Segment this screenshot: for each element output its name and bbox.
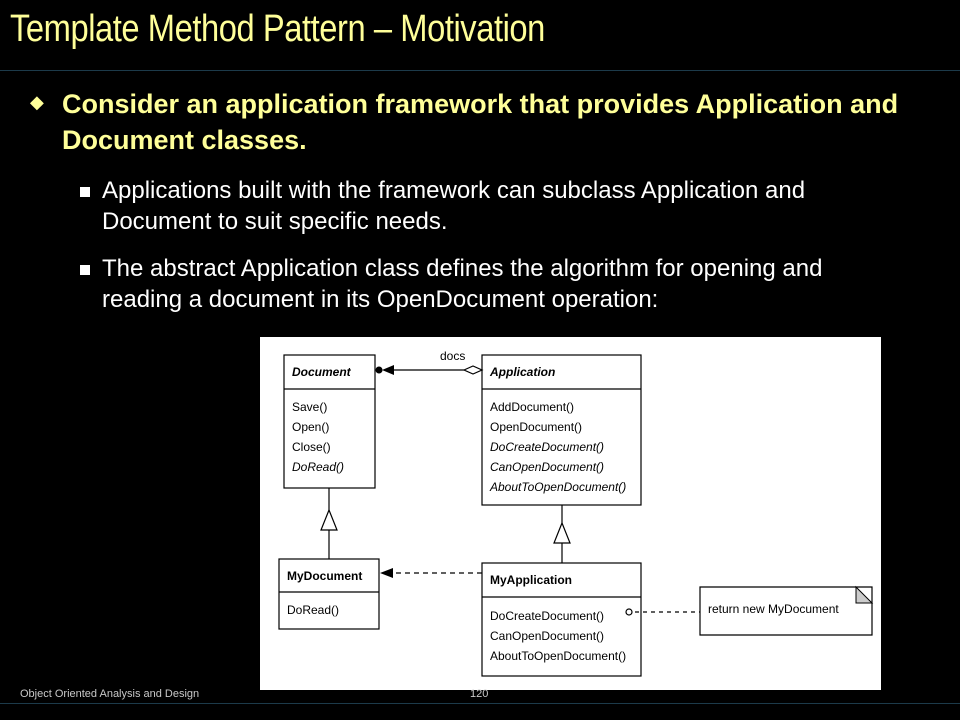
document-class: [284, 355, 375, 488]
implementation-note: [626, 587, 872, 635]
operation: DoCreateDocument(): [490, 609, 605, 623]
operation: AddDocument(): [490, 400, 575, 414]
operation: Save(): [292, 400, 328, 414]
page-number: 120: [470, 688, 489, 700]
operation: Open(): [292, 420, 330, 434]
uml-diagram-svg: [260, 337, 881, 690]
operation: DoCreateDocument(): [490, 440, 605, 454]
square-bullet-icon: [80, 187, 90, 197]
application-class: [482, 355, 641, 505]
myapplication-inheritance: [554, 505, 570, 563]
diamond-bullet-icon: ◆: [30, 92, 44, 112]
myapplication-class: [482, 563, 641, 676]
note-text: return new MyDocument: [708, 602, 839, 616]
uml-class-diagram: [260, 337, 881, 690]
operation: DoRead(): [292, 460, 345, 474]
association-label: docs: [440, 349, 466, 363]
operation: AboutToOpenDocument(): [490, 480, 627, 494]
bullet-text: The abstract Application class defines the algorithm for opening and reading a document in its OpenDocument operation:: [102, 255, 823, 313]
class-name: MyDocument: [287, 569, 363, 583]
operation: CanOpenDocument(): [490, 460, 605, 474]
docs-association: [376, 349, 483, 375]
operation: AboutToOpenDocument(): [490, 649, 627, 663]
operation: CanOpenDocument(): [490, 629, 605, 643]
operation: Close(): [292, 440, 331, 454]
class-name: Application: [490, 365, 556, 379]
operation: OpenDocument(): [490, 420, 583, 434]
title-divider: [0, 70, 960, 71]
operation: DoRead(): [287, 603, 340, 617]
square-bullet-icon: [80, 265, 90, 275]
class-name: Document: [292, 365, 351, 379]
slide-title: Template Method Pattern – Motivation: [10, 8, 545, 50]
bullet-text: Applications built with the framework can subclass Application and Document to suit specific needs.: [102, 177, 806, 235]
footer-course: Object Oriented Analysis and Design: [20, 688, 200, 700]
create-dependency: [380, 568, 482, 578]
class-name: MyApplication: [490, 573, 573, 587]
mydocument-class: [279, 559, 379, 629]
mydocument-inheritance: [321, 488, 337, 559]
bullet-text: Consider an application framework that provides Application and Document classes.: [62, 89, 899, 155]
footer-divider: [0, 703, 960, 704]
